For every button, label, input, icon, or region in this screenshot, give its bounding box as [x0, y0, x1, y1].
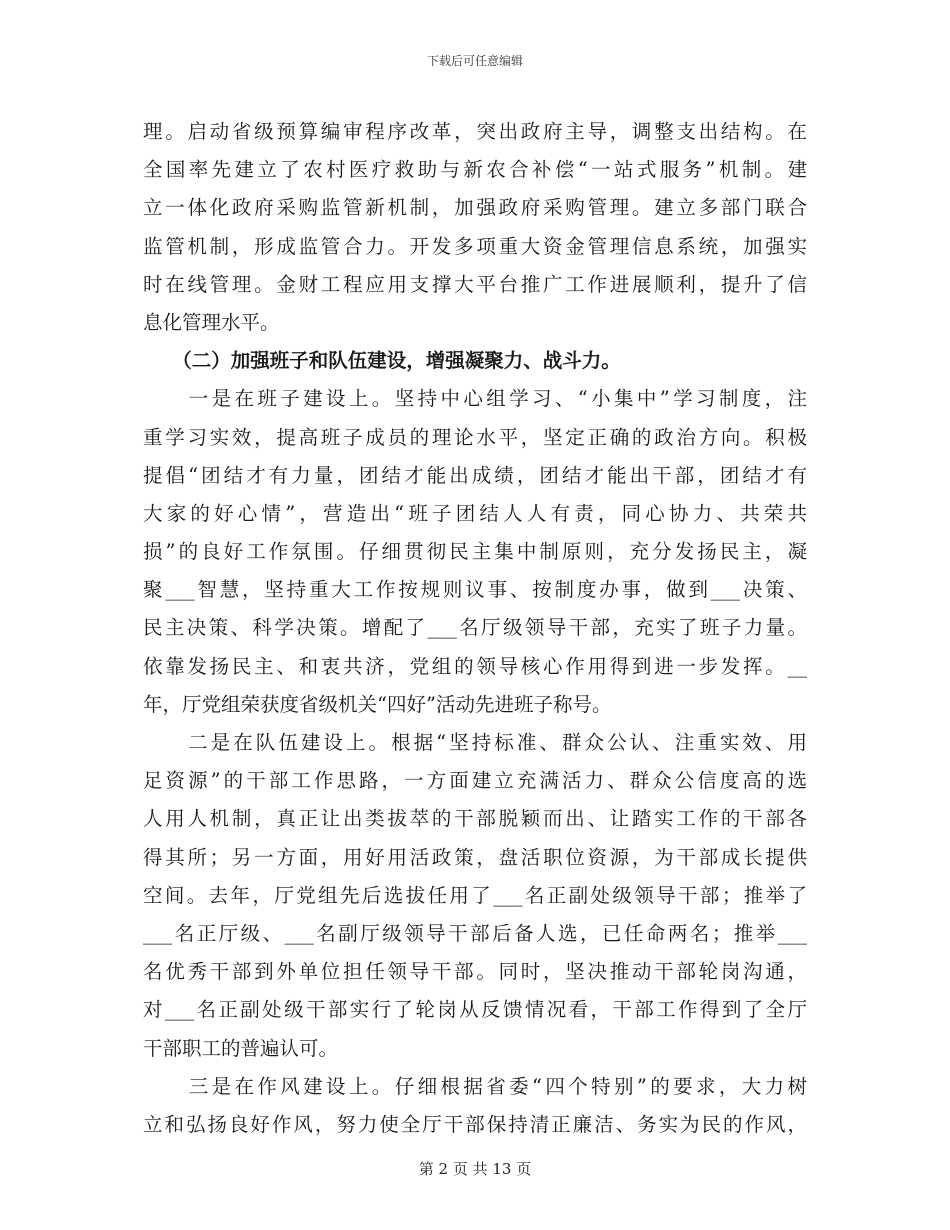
- section-heading: （二）加强班子和队伍建设，增强凝聚力、战斗力。: [143, 349, 621, 373]
- text-line: 干部职工的普遍认可。: [143, 1036, 339, 1060]
- text-line: ___名正厅级、___名副厅级领导干部后备人选，已任命两名；推举___: [143, 921, 807, 945]
- text-line: 息化管理水平。: [143, 310, 280, 334]
- text-line: 二是在队伍建设上。根据“坚持标准、群众公认、注重实效、用: [143, 731, 807, 754]
- page-header: 下载后可任意编辑: [426, 54, 523, 68]
- text-line: 提倡“团结才有力量，团结才能出成绩，团结才能出干部，团结才有: [143, 463, 807, 487]
- text-line: 民主决策、科学决策。增配了___名厅级领导干部，充实了班子力量。: [143, 616, 807, 640]
- document-body: [143, 113, 807, 1144]
- page-number: 第 2 页 共 13 页: [418, 1160, 532, 1178]
- text-line: 人用人机制，真正让出类拔萃的干部脱颖而出、让踏实工作的干部各: [143, 807, 807, 831]
- text-line: 一是在班子建设上。坚持中心组学习、“小集中”学习制度，注: [143, 387, 807, 411]
- text-line: 立一体化政府采购监管新机制，加强政府采购管理。建立多部门联合: [143, 196, 807, 220]
- text-line: 大家的好心情”，营造出“班子团结人人有责，同心协力、共荣共: [143, 501, 807, 525]
- text-line: 名优秀干部到外单位担任领导干部。同时，坚决推动干部轮岗沟通，: [143, 960, 807, 984]
- text-line: 依靠发扬民主、和衷共济，党组的领导核心作用得到进一步发挥。__: [143, 654, 807, 678]
- text-line: 理。启动省级预算编审程序改革，突出政府主导，调整支出结构。在: [143, 120, 807, 143]
- text-line: 全国率先建立了农村医疗救助与新农合补偿“一站式服务”机制。建: [143, 158, 807, 182]
- text-line: 损”的良好工作氛围。仔细贯彻民主集中制原则，充分发扬民主，凝: [143, 540, 807, 564]
- text-line: 对___名正副处级干部实行了轮岗从反馈情况看，干部工作得到了全厅: [143, 998, 807, 1022]
- text-line: 年，厅党组荣获度省级机关“四好”活动先进班子称号。: [143, 692, 612, 716]
- text-line: 时在线管理。金财工程应用支撑大平台推广工作进展顺利，提升了信: [143, 272, 807, 296]
- text-line: 三是在作风建设上。仔细根据省委“四个特别”的要求，大力树: [143, 1074, 807, 1098]
- text-line: 立和弘扬良好作风，努力使全厅干部保持清正廉洁、务实为民的作风，: [143, 1112, 807, 1136]
- text-line: 监管机制，形成监管合力。开发多项重大资金管理信息系统，加强实: [143, 234, 807, 258]
- text-line: 聚___智慧，坚持重大工作按规则议事、按制度办事，做到___决策、: [143, 578, 807, 602]
- text-line: 空间。去年，厅党组先后选拔任用了___名正副处级领导干部；推举了: [143, 883, 807, 907]
- text-line: 足资源”的干部工作思路，一方面建立充满活力、群众公信度高的选: [143, 769, 807, 793]
- text-line: 重学习实效，提高班子成员的理论水平，坚定正确的政治方向。积极: [143, 425, 807, 449]
- text-line: 得其所；另一方面，用好用活政策，盘活职位资源，为干部成长提供: [143, 845, 807, 869]
